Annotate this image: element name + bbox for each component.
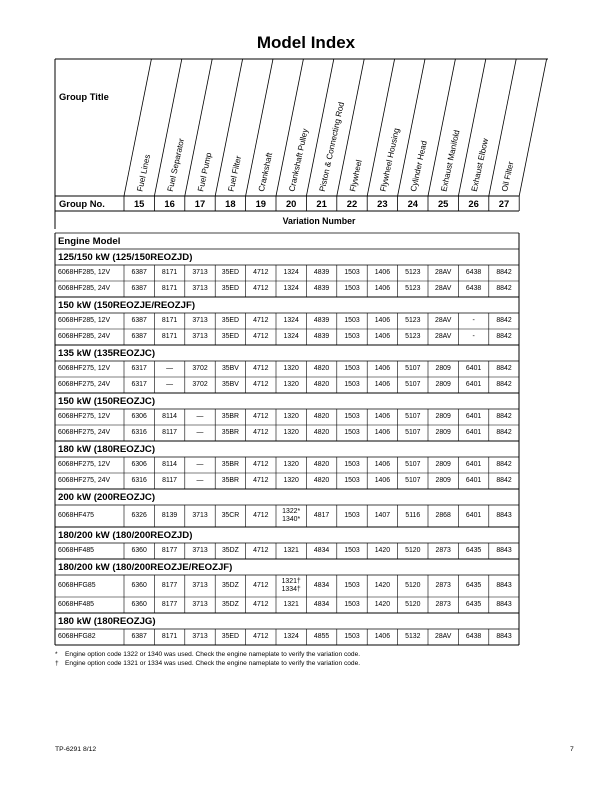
variation-number-cell: 6401 (465, 512, 482, 519)
variation-number-cell: 8171 (161, 285, 178, 292)
variation-number-cell: 1320 (283, 381, 299, 388)
variation-number-cell: 8117 (162, 429, 178, 436)
variation-number-cell: 5123 (405, 285, 421, 292)
variation-number-cell: 1406 (374, 285, 391, 292)
variation-number-cell: 3713 (192, 582, 208, 589)
variation-number-cell: 5120 (405, 547, 421, 554)
column-name: Fuel Pump (196, 151, 214, 193)
variation-number-cell: - (472, 333, 475, 340)
variation-number-cell: 1322* 1340* (282, 508, 301, 523)
column-group-number: 24 (407, 198, 419, 209)
column-name: Piston & Connecting Rod (317, 101, 347, 193)
variation-number-cell: 1503 (344, 429, 360, 436)
variation-number-cell: 3713 (192, 633, 208, 640)
column-name: Oil Filter (500, 160, 516, 193)
variation-number-cell: 6387 (131, 317, 147, 324)
variation-number-cell: 3713 (192, 317, 208, 324)
variation-number-cell: 6438 (465, 269, 482, 276)
engine-model-label: Engine Model (58, 236, 121, 247)
variation-number-cell: 8114 (162, 461, 178, 468)
variation-number-cell: 35DZ (221, 582, 239, 589)
variation-number-cell: 6401 (465, 365, 482, 372)
variation-number-cell: 1503 (344, 582, 360, 589)
group-title-label: Group Title (59, 91, 109, 102)
variation-number-cell: 6306 (131, 413, 147, 420)
footnote-mark: * (55, 651, 58, 658)
variation-number-cell: 8842 (496, 461, 512, 468)
variation-number-cell: 1407 (374, 512, 391, 519)
variation-number-cell: 5107 (405, 429, 421, 436)
variation-number-cell: 2868 (435, 512, 451, 519)
variation-number-cell: 28AV (435, 633, 452, 640)
engine-model-cell: 6068HF475 (58, 512, 95, 519)
variation-number-cell: 5120 (405, 601, 421, 608)
variation-number-cell: 1324 (283, 317, 299, 324)
variation-number-cell: 4712 (253, 633, 269, 640)
variation-number-cell: 4839 (313, 333, 330, 340)
variation-number-cell: 4839 (313, 317, 330, 324)
section-title: 180/200 kW (180/200REOZJE/REOZJF) (58, 562, 233, 573)
variation-number-cell: 2873 (435, 601, 451, 608)
engine-model-cell: 6068HF285, 24V (58, 333, 111, 340)
variation-number-cell: 5107 (405, 381, 421, 388)
variation-number-cell: 5107 (405, 461, 421, 468)
column-name: Exhaust Manifold (439, 129, 462, 193)
variation-number-cell: 35DZ (221, 547, 239, 554)
footnote (55, 651, 360, 658)
group-no-label: Group No. (59, 198, 105, 209)
variation-number-cell: 35BR (221, 429, 240, 436)
variation-number-cell: 8171 (161, 269, 178, 276)
variation-number-cell: 35BR (221, 477, 240, 484)
variation-number-cell: 8842 (496, 381, 512, 388)
variation-number-cell: 4712 (253, 413, 269, 420)
footnote-text: Engine option code 1321 or 1334 was used. Check the engine nameplate to verify the variation code. (65, 660, 361, 667)
variation-number-cell: 1503 (344, 365, 360, 372)
column-group-number: 18 (225, 198, 236, 209)
column-name: Flywheel Housing (378, 127, 402, 193)
variation-number-cell: 6360 (131, 601, 147, 608)
variation-number-cell: 28AV (435, 317, 452, 324)
footnote (55, 660, 360, 667)
variation-number-cell: 1420 (374, 582, 391, 589)
variation-number-cell: 3713 (192, 547, 208, 554)
variation-number-cell: 8842 (496, 365, 512, 372)
variation-number-cell: 2809 (435, 477, 451, 484)
section-title: 150 kW (150REOZJC) (58, 396, 156, 407)
page-number: 7 (570, 746, 574, 753)
variation-number-cell: 2873 (435, 547, 451, 554)
variation-number-cell: 28AV (435, 269, 452, 276)
section-title: 180 kW (180REOZJC) (58, 444, 156, 455)
variation-number-label: Variation Number (282, 216, 356, 226)
variation-number-cell: 35ED (221, 269, 240, 276)
variation-number-cell: 35BR (221, 461, 240, 468)
variation-number-cell: 4712 (253, 333, 269, 340)
variation-number-cell: 4712 (253, 461, 269, 468)
variation-number-cell: 6387 (131, 285, 147, 292)
variation-number-cell: 1503 (344, 512, 360, 519)
variation-number-cell: 4820 (313, 461, 330, 468)
variation-number-cell: 8842 (496, 333, 512, 340)
variation-number-cell: 1503 (344, 333, 360, 340)
variation-number-cell: — (196, 413, 204, 420)
variation-number-cell: 4712 (253, 317, 269, 324)
variation-number-cell: 1503 (344, 547, 360, 554)
variation-number-cell: 6360 (131, 582, 147, 589)
column-group-number: 27 (498, 198, 510, 209)
variation-number-cell: 1406 (374, 269, 391, 276)
variation-number-cell: 35ED (221, 317, 240, 324)
variation-number-cell: 1321 (283, 601, 299, 608)
variation-number-cell: 4712 (253, 477, 269, 484)
variation-number-cell: 1503 (344, 269, 360, 276)
variation-number-cell: — (166, 365, 174, 372)
variation-number-cell: 1320 (283, 461, 299, 468)
variation-number-cell: 4855 (313, 633, 330, 640)
variation-number-cell: 6316 (131, 429, 147, 436)
variation-number-cell: 1320 (283, 365, 299, 372)
variation-number-cell: 1324 (283, 269, 299, 276)
variation-number-cell: 6401 (465, 461, 482, 468)
variation-number-cell: 1420 (374, 601, 391, 608)
variation-number-cell: 1324 (283, 333, 299, 340)
variation-number-cell: 4839 (313, 285, 330, 292)
variation-number-cell: 1503 (344, 461, 360, 468)
column-group-number: 23 (377, 198, 388, 209)
variation-number-cell: — (196, 429, 204, 436)
variation-number-cell: 4712 (253, 429, 269, 436)
variation-number-cell: 1320 (283, 413, 299, 420)
variation-number-cell: 2809 (435, 461, 451, 468)
variation-number-cell: 6401 (465, 381, 482, 388)
column-group-number: 21 (316, 198, 327, 209)
variation-number-cell: 4820 (313, 429, 330, 436)
variation-number-cell: 4712 (253, 601, 269, 608)
column-name: Cylinder Head (408, 139, 429, 193)
variation-number-cell: 6317 (131, 365, 147, 372)
engine-model-cell: 6068HFG85 (58, 582, 96, 589)
variation-number-cell: 4712 (253, 365, 269, 372)
variation-number-cell: 6317 (131, 381, 147, 388)
column-group-number: 20 (285, 198, 297, 209)
variation-number-cell: 28AV (435, 285, 452, 292)
variation-number-cell: 28AV (435, 333, 452, 340)
variation-number-cell: 6326 (131, 512, 147, 519)
section-title: 135 kW (135REOZJC) (58, 348, 156, 359)
variation-number-cell: 5116 (405, 512, 421, 519)
section-title: 200 kW (200REOZJC) (58, 492, 156, 503)
variation-number-cell: 3713 (192, 601, 208, 608)
variation-number-cell: 4820 (313, 413, 330, 420)
variation-number-cell: 6435 (465, 547, 482, 554)
variation-number-cell: 1324 (283, 633, 299, 640)
column-name: Crankshaft (256, 151, 275, 193)
engine-model-cell: 6068HF275, 12V (58, 413, 111, 420)
variation-number-cell: 8139 (161, 512, 178, 519)
variation-number-cell: 4834 (313, 601, 330, 608)
variation-number-cell: 35BV (221, 381, 239, 388)
variation-number-cell: 8842 (496, 413, 512, 420)
variation-number-cell: 8843 (496, 582, 512, 589)
variation-number-cell: 1324 (283, 285, 299, 292)
variation-number-cell: 2809 (435, 429, 451, 436)
variation-number-cell: 8842 (496, 317, 512, 324)
section-title: 180/200 kW (180/200REOZJD) (58, 530, 193, 541)
column-name: Crankshaft Pulley (287, 127, 310, 193)
variation-number-cell: 8177 (161, 547, 178, 554)
variation-number-cell: 8843 (496, 601, 512, 608)
column-name: Fuel Filter (226, 154, 244, 193)
variation-number-cell: 1406 (374, 461, 391, 468)
engine-model-cell: 6068HF285, 24V (58, 285, 111, 292)
variation-number-cell: 4712 (253, 512, 269, 519)
variation-number-cell: 1420 (374, 547, 391, 554)
variation-number-cell: 1406 (374, 413, 391, 420)
variation-number-cell: 8842 (496, 429, 512, 436)
variation-number-cell: 6387 (131, 269, 147, 276)
variation-number-cell: 5123 (405, 269, 421, 276)
variation-number-cell: 1503 (344, 633, 360, 640)
variation-number-cell: 6435 (465, 582, 482, 589)
column-name: Fuel Lines (135, 153, 153, 193)
engine-model-cell: 6068HF275, 24V (58, 477, 111, 484)
variation-number-cell: 5132 (405, 633, 421, 640)
footnote-mark: † (55, 660, 59, 667)
variation-number-cell: 1503 (344, 285, 360, 292)
variation-number-cell: 6306 (131, 461, 147, 468)
column-group-number: 25 (437, 198, 449, 209)
variation-number-cell: 5107 (405, 477, 421, 484)
column-name: Exhaust Elbow (469, 137, 491, 193)
engine-model-cell: 6068HF485 (58, 601, 95, 608)
variation-number-cell: 8843 (496, 547, 512, 554)
variation-number-cell: 4817 (313, 512, 330, 519)
section-title: 125/150 kW (125/150REOZJD) (58, 252, 193, 263)
variation-number-cell: 5123 (405, 333, 421, 340)
column-name: Fuel Separator (165, 137, 187, 193)
variation-number-cell: - (472, 317, 475, 324)
variation-number-cell: 3713 (192, 512, 208, 519)
document-number: TP-6291 8/12 (55, 746, 97, 753)
page-title: Model Index (256, 33, 356, 52)
variation-number-cell: 8114 (162, 413, 178, 420)
variation-number-cell: 8171 (161, 317, 178, 324)
footnote-text: Engine option code 1322 or 1340 was used. Check the engine nameplate to verify the variation code. (65, 651, 361, 658)
variation-number-cell: — (196, 477, 204, 484)
variation-number-cell: 8843 (496, 512, 512, 519)
variation-number-cell: 5107 (405, 365, 421, 372)
variation-number-cell: 3702 (192, 365, 208, 372)
variation-number-cell: 3713 (192, 285, 208, 292)
variation-number-cell: 6387 (131, 333, 147, 340)
variation-number-cell: — (166, 381, 174, 388)
column-group-number: 15 (133, 198, 145, 209)
variation-number-cell: 4834 (313, 582, 330, 589)
variation-number-cell: 3702 (192, 381, 208, 388)
variation-number-cell: 5123 (405, 317, 421, 324)
variation-number-cell: 1503 (344, 477, 360, 484)
variation-number-cell: 35DZ (221, 601, 239, 608)
variation-number-cell: 3713 (192, 269, 208, 276)
variation-number-cell: 1406 (374, 633, 391, 640)
variation-number-cell: 1406 (374, 381, 391, 388)
variation-number-cell: 4820 (313, 365, 330, 372)
variation-number-cell: 35ED (221, 285, 240, 292)
variation-number-cell: 4834 (313, 547, 330, 554)
variation-number-cell: 6316 (131, 477, 147, 484)
column-group-number: 17 (194, 198, 206, 209)
variation-number-cell: 2809 (435, 381, 451, 388)
engine-model-cell: 6068HF275, 12V (58, 365, 111, 372)
section-title: 150 kW (150REOZJE/REOZJF) (58, 300, 196, 311)
variation-number-cell: 1406 (374, 317, 391, 324)
variation-number-cell: 1406 (374, 333, 391, 340)
variation-number-cell: 6387 (131, 633, 147, 640)
variation-number-cell: 2809 (435, 413, 451, 420)
variation-number-cell: 6435 (465, 601, 482, 608)
variation-number-cell: 4712 (253, 285, 269, 292)
variation-number-cell: 8117 (162, 477, 178, 484)
variation-number-cell: 5120 (405, 582, 421, 589)
column-name: Flywheel (348, 158, 364, 193)
variation-number-cell: 4820 (313, 381, 330, 388)
variation-number-cell: 8171 (161, 633, 178, 640)
section-title: 180 kW (180REOZJG) (58, 616, 156, 627)
variation-number-cell: 1320 (283, 429, 299, 436)
variation-number-cell: 4712 (253, 381, 269, 388)
variation-number-cell: 1503 (344, 601, 360, 608)
variation-number-cell: 6438 (465, 633, 482, 640)
variation-number-cell: 3713 (192, 333, 208, 340)
variation-number-cell: 8177 (161, 582, 178, 589)
variation-number-cell: 4712 (253, 269, 269, 276)
variation-number-cell: 8843 (496, 633, 512, 640)
variation-number-cell: 4712 (253, 582, 269, 589)
variation-number-cell: 35ED (221, 333, 240, 340)
variation-number-cell: 4839 (313, 269, 330, 276)
engine-model-cell: 6068HF275, 12V (58, 461, 111, 468)
engine-model-cell: 6068HF285, 12V (58, 317, 111, 324)
variation-number-cell: 5107 (405, 413, 421, 420)
column-group-number: 16 (164, 198, 175, 209)
engine-model-cell: 6068HF485 (58, 547, 95, 554)
variation-number-cell: 8842 (496, 269, 512, 276)
variation-number-cell: 4712 (253, 547, 269, 554)
variation-number-cell: 2873 (435, 582, 451, 589)
variation-number-cell: 6360 (131, 547, 147, 554)
variation-number-cell: 6438 (465, 285, 482, 292)
variation-number-cell: 1406 (374, 365, 391, 372)
engine-model-cell: 6068HF285, 12V (58, 269, 111, 276)
variation-number-cell: 4820 (313, 477, 330, 484)
variation-number-cell: 1406 (374, 477, 391, 484)
variation-number-cell: 6401 (465, 477, 482, 484)
variation-number-cell: 1503 (344, 317, 360, 324)
variation-number-cell: 8171 (161, 333, 178, 340)
column-group-number: 22 (346, 198, 358, 209)
variation-number-cell: 8842 (496, 285, 512, 292)
variation-number-cell: 1503 (344, 413, 360, 420)
variation-number-cell: 35ED (221, 633, 240, 640)
variation-number-cell: 6401 (465, 429, 482, 436)
variation-number-cell: 6401 (465, 413, 482, 420)
column-group-number: 26 (468, 198, 479, 209)
variation-number-cell: 35CR (221, 512, 240, 519)
engine-model-cell: 6068HF275, 24V (58, 381, 111, 388)
variation-number-cell: 1320 (283, 477, 299, 484)
engine-model-cell: 6068HFG82 (58, 633, 96, 640)
variation-number-cell: 1321† 1334† (281, 578, 301, 593)
column-group-number: 19 (255, 198, 267, 209)
variation-number-cell: 35BV (221, 365, 239, 372)
variation-number-cell: 8842 (496, 477, 512, 484)
variation-number-cell: 1406 (374, 429, 391, 436)
variation-number-cell: — (196, 461, 204, 468)
variation-number-cell: 8177 (161, 601, 178, 608)
variation-number-cell: 1321 (283, 547, 299, 554)
variation-number-cell: 2809 (435, 365, 451, 372)
variation-number-cell: 35BR (221, 413, 240, 420)
variation-number-cell: 1503 (344, 381, 360, 388)
engine-model-cell: 6068HF275, 24V (58, 429, 111, 436)
